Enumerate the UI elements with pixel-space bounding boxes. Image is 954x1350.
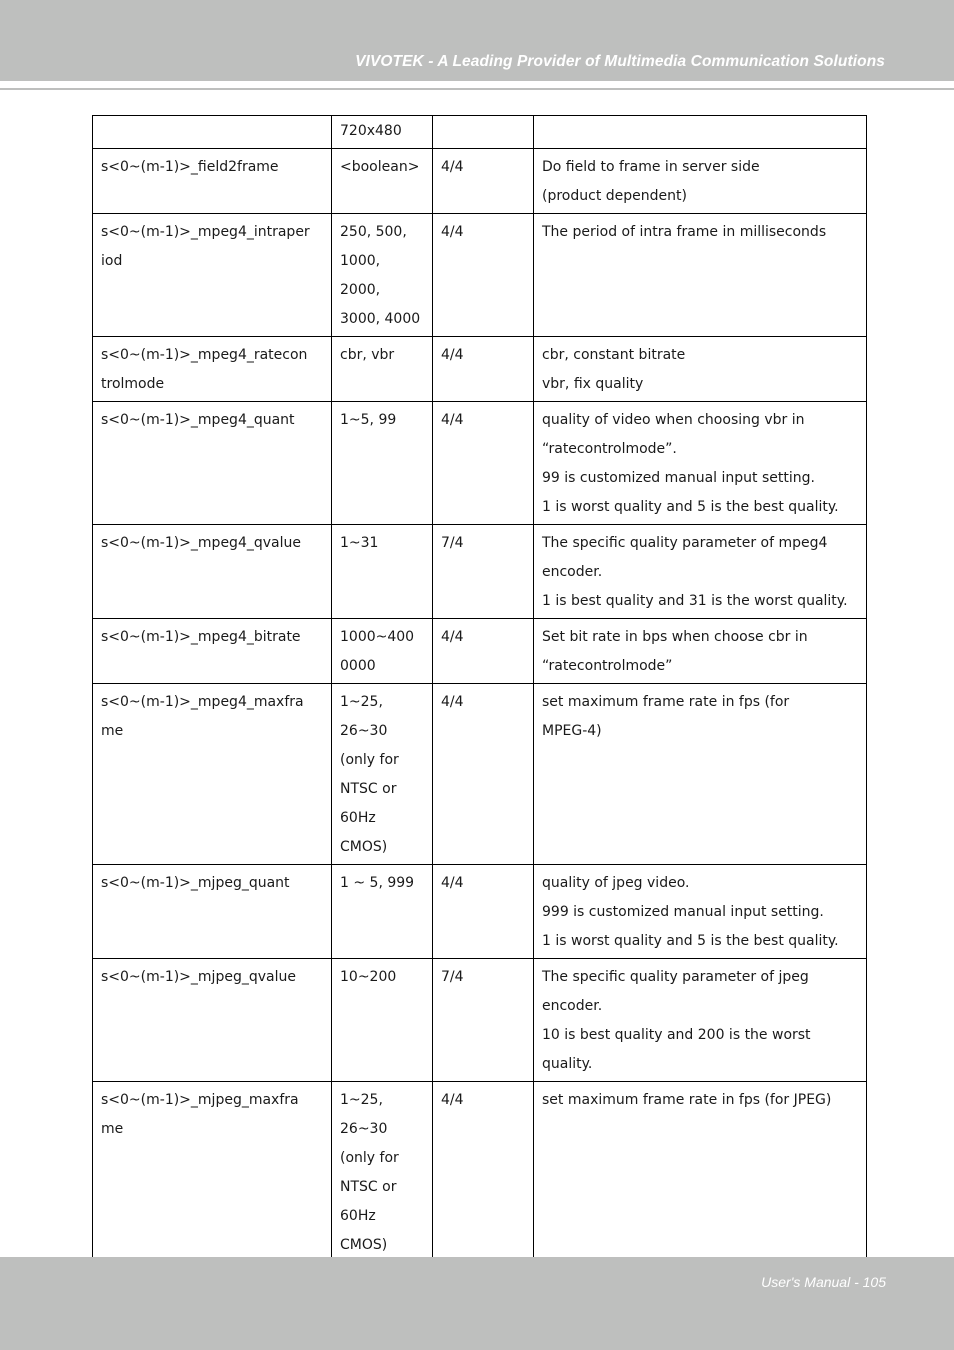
page-number: User's Manual - 105 <box>761 1274 886 1290</box>
param-name-cell: s<0~(m-1)>_mpeg4_quant <box>93 402 332 525</box>
param-value-cell: 250, 500, 1000, 2000, 3000, 4000 <box>332 214 433 337</box>
param-security-cell: 4/4 <box>433 1082 534 1263</box>
param-security-cell: 7/4 <box>433 959 534 1082</box>
table-row <box>93 619 867 684</box>
param-value-cell: 720x480 <box>332 116 433 149</box>
param-value-cell: 10~200 <box>332 959 433 1082</box>
table-row <box>93 337 867 402</box>
param-name-cell: s<0~(m-1)>_mpeg4_maxfra me <box>93 684 332 865</box>
table-row <box>93 116 867 149</box>
param-value-cell: cbr, vbr <box>332 337 433 402</box>
param-security-cell: 4/4 <box>433 214 534 337</box>
table-row <box>93 402 867 525</box>
param-name-cell: s<0~(m-1)>_mjpeg_quant <box>93 865 332 959</box>
table-row <box>93 525 867 619</box>
table-row <box>93 865 867 959</box>
param-name-cell: s<0~(m-1)>_mpeg4_ratecon trolmode <box>93 337 332 402</box>
header-band <box>0 0 954 81</box>
param-description-cell: Do field to frame in server side (product dependent) <box>534 149 867 214</box>
param-name-cell: s<0~(m-1)>_field2frame <box>93 149 332 214</box>
param-value-cell: 1~25, 26~30 (only for NTSC or 60Hz CMOS) <box>332 684 433 865</box>
param-value-cell: 1000~400 0000 <box>332 619 433 684</box>
param-description-cell: quality of jpeg video. 999 is customized manual input setting. 1 is worst quality and 5 is the best quality. <box>534 865 867 959</box>
param-description-cell: The specific quality parameter of jpeg encoder. 10 is best quality and 200 is the worst quality. <box>534 959 867 1082</box>
param-name-cell <box>93 116 332 149</box>
table-row <box>93 959 867 1082</box>
header-divider <box>0 88 954 90</box>
param-name-cell: s<0~(m-1)>_mpeg4_intraper iod <box>93 214 332 337</box>
param-name-cell: s<0~(m-1)>_mjpeg_qvalue <box>93 959 332 1082</box>
param-security-cell: 4/4 <box>433 865 534 959</box>
param-value-cell: <boolean> <box>332 149 433 214</box>
param-security-cell <box>433 116 534 149</box>
param-description-cell: set maximum frame rate in fps (for JPEG) <box>534 1082 867 1263</box>
param-value-cell: 1~25, 26~30 (only for NTSC or 60Hz CMOS) <box>332 1082 433 1263</box>
param-name-cell: s<0~(m-1)>_mpeg4_bitrate <box>93 619 332 684</box>
footer-band <box>0 1257 954 1350</box>
param-description-cell: cbr, constant bitrate vbr, fix quality <box>534 337 867 402</box>
param-security-cell: 4/4 <box>433 402 534 525</box>
param-description-cell <box>534 116 867 149</box>
param-security-cell: 7/4 <box>433 525 534 619</box>
param-description-cell: set maximum frame rate in fps (for MPEG-4) <box>534 684 867 865</box>
param-description-cell: quality of video when choosing vbr in “ratecontrolmode”. 99 is customized manual input setting. 1 is worst quality and 5 is the best quality. <box>534 402 867 525</box>
param-security-cell: 4/4 <box>433 149 534 214</box>
table-row <box>93 1082 867 1263</box>
param-name-cell: s<0~(m-1)>_mpeg4_qvalue <box>93 525 332 619</box>
table-row <box>93 684 867 865</box>
param-description-cell: The period of intra frame in milliseconds <box>534 214 867 337</box>
header-title: VIVOTEK - A Leading Provider of Multimedia Communication Solutions <box>355 53 885 70</box>
param-description-cell: The specific quality parameter of mpeg4 encoder. 1 is best quality and 31 is the worst quality. <box>534 525 867 619</box>
table-row <box>93 214 867 337</box>
param-value-cell: 1~31 <box>332 525 433 619</box>
param-security-cell: 4/4 <box>433 684 534 865</box>
parameter-table <box>92 115 867 1299</box>
param-value-cell: 1 ~ 5, 999 <box>332 865 433 959</box>
param-security-cell: 4/4 <box>433 337 534 402</box>
param-value-cell: 1~5, 99 <box>332 402 433 525</box>
table-row <box>93 149 867 214</box>
param-name-cell: s<0~(m-1)>_mjpeg_maxfra me <box>93 1082 332 1263</box>
param-security-cell: 4/4 <box>433 619 534 684</box>
param-description-cell: Set bit rate in bps when choose cbr in “ratecontrolmode” <box>534 619 867 684</box>
